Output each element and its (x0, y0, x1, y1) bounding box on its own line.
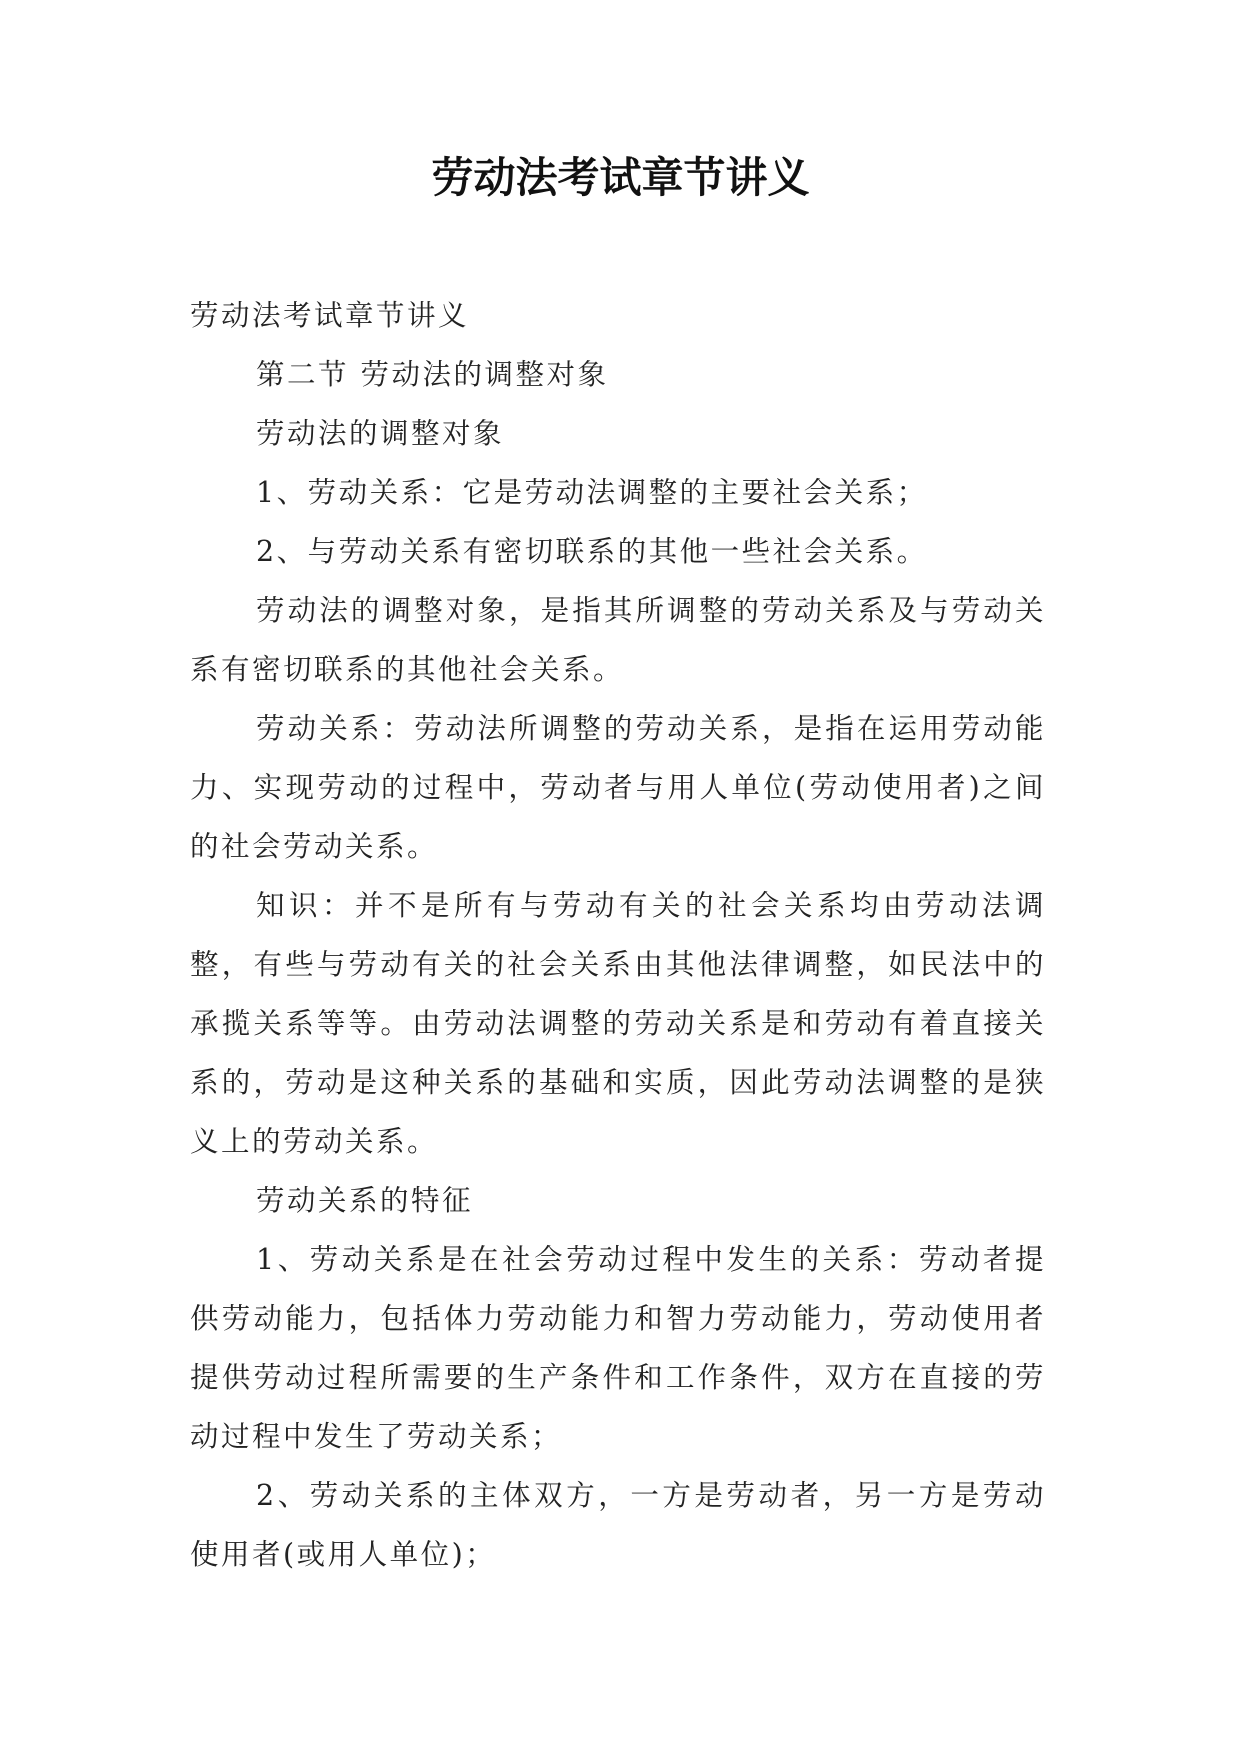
paragraph-heading: 劳动法考试章节讲义 (190, 299, 470, 332)
paragraph: 劳动法的调整对象，是指其所调整的劳动关系及与劳动关系有密切联系的其他社会关系。 (190, 594, 1046, 686)
paragraph-list-item: 2、劳动关系的主体双方，一方是劳动者，另一方是劳动使用者(或用人单位)； (190, 1479, 1046, 1571)
paragraph-list-item: 2、与劳动关系有密切联系的其他一些社会关系。 (256, 535, 928, 568)
document-title: 劳动法考试章节讲义 (431, 153, 810, 202)
paragraph-list-item: 1、劳动关系：它是劳动法调整的主要社会关系； (256, 476, 928, 509)
paragraph-subheading: 劳动关系的特征 (256, 1184, 474, 1217)
paragraph-section-heading: 第二节 劳动法的调整对象 (256, 358, 609, 391)
paragraph: 劳动关系：劳动法所调整的劳动关系，是指在运用劳动能力、实现劳动的过程中，劳动者与用人单位(劳动使用者)之间的社会劳动关系。 (190, 712, 1046, 863)
paragraph-subheading: 劳动法的调整对象 (256, 417, 505, 450)
document-body (190, 286, 1046, 1584)
paragraph-list-item: 1、劳动关系是在社会劳动过程中发生的关系：劳动者提供劳动能力，包括体力劳动能力和智力劳动能力，劳动使用者提供劳动过程所需要的生产条件和工作条件，双方在直接的劳动过程中发生了劳动关系； (190, 1243, 1046, 1453)
paragraph: 知识：并不是所有与劳动有关的社会关系均由劳动法调整，有些与劳动有关的社会关系由其他法律调整，如民法中的承揽关系等等。由劳动法调整的劳动关系是和劳动有着直接关系的，劳动是这种关系的基础和实质，因此劳动法调整的是狭义上的劳动关系。 (190, 889, 1046, 1158)
